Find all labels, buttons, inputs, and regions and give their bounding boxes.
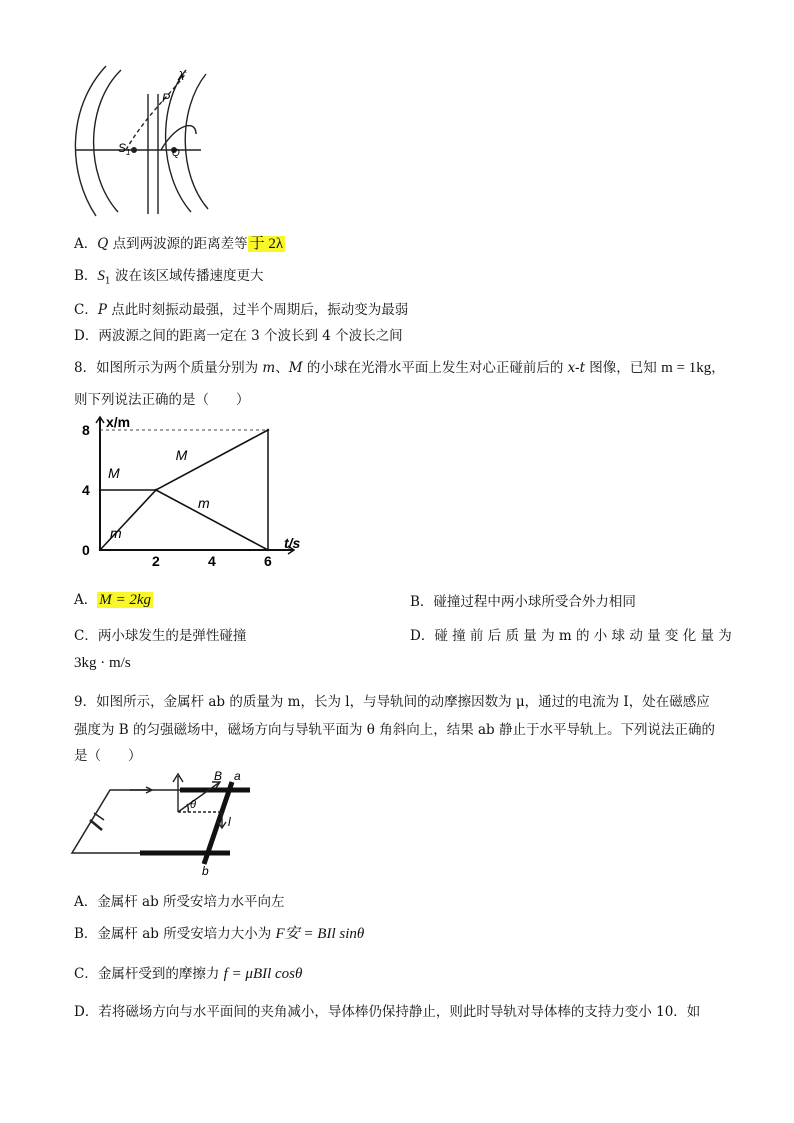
point-M (99, 489, 101, 491)
x-tick-label: 6 (264, 553, 272, 569)
q9-stem-line3: 是（ ） (74, 748, 142, 764)
point-m (267, 549, 269, 551)
q8-stem-line1: 8．如图所示为两个质量分别为 m、M 的小球在光滑水平面上发生对心正碰前后的 x-t 图像，已知 m = 1kg， (74, 360, 725, 376)
y-tick-label: 8 (82, 422, 90, 438)
q9-stem-line2: 强度为 B 的匀强磁场中，磁场方向与导轨平面为 θ 角斜向上，结果 ab 静止于水平导轨上。下列说法正确的 (74, 722, 715, 738)
y-tick-label: 0 (82, 542, 90, 558)
q8-option-d-cont: 3kg · m/s (74, 655, 131, 671)
q7-option-a: A．Q 点到两波源的距离差等 于 2λ (74, 236, 284, 252)
label-lambda: λ (178, 69, 184, 83)
label-a: a (234, 769, 241, 783)
highlight-answer: M = 2kg (99, 592, 152, 608)
series-m (100, 490, 268, 550)
annotation: m (198, 495, 210, 511)
annotation: M (108, 465, 120, 481)
point-m (99, 549, 101, 551)
point-M (267, 429, 269, 431)
x-tick-label: 2 (152, 553, 160, 569)
highlight-2lambda: 于 2λ (249, 236, 284, 252)
q8-option-c: C．两小球发生的是弹性碰撞 (74, 628, 247, 644)
label-l: l (228, 815, 231, 829)
label-q: Q (172, 148, 180, 159)
q8-option-b: B．碰撞过程中两小球所受合外力相同 (410, 594, 636, 610)
label-b: b (202, 864, 209, 878)
y-tick-label: 4 (82, 482, 90, 498)
q9-option-b: B．金属杆 ab 所受安培力大小为 F安 = BIl sinθ (74, 926, 365, 942)
label-theta: θ (190, 799, 196, 811)
label-p: P (162, 91, 171, 105)
annotation: m (110, 525, 122, 541)
q7-option-c: C．P 点此时刻振动最强，过半个周期后，振动变为最弱 (74, 302, 409, 318)
interference-figure (66, 64, 216, 219)
q9-option-c: C．金属杆受到的摩擦力 f = μBIl cosθ (74, 966, 303, 982)
q9-option-d: D．若将磁场方向与水平面间的夹角减小，导体棒仍保持静止，则此时导轨对导体棒的支持力变小 10．如 (74, 1004, 701, 1020)
q8-stem-line2: 则下列说法正确的是（ ） (74, 392, 250, 408)
xt-chart (72, 414, 301, 574)
rail-figure (70, 768, 260, 878)
q9-stem-line1: 9．如图所示，金属杆 ab 的质量为 m，长为 l，与导轨间的动摩擦因数为 μ，通过的电流为 I，处在磁感应 (74, 694, 710, 710)
label-B: B (214, 769, 223, 783)
y-axis-label: x/m (106, 414, 131, 430)
q8-option-d: D．碰 撞 前 后 质 量 为 m 的 小 球 动 量 变 化 量 为 (410, 628, 732, 644)
label-s1: $S_1$ (118, 141, 131, 157)
annotation: M (175, 447, 188, 463)
q8-option-a: A． M = 2kg (74, 592, 152, 608)
point-m (155, 489, 157, 491)
x-tick-label: 4 (208, 553, 216, 569)
q9-option-a: A．金属杆 ab 所受安培力水平向左 (74, 894, 285, 910)
q7-option-b: B．$S_1$ 波在该区域传播速度更大 (74, 268, 264, 287)
x-axis-label: t/s (284, 535, 301, 551)
q7-option-d: D．两波源之间的距离一定在 3 个波长到 4 个波长之间 (74, 328, 403, 344)
